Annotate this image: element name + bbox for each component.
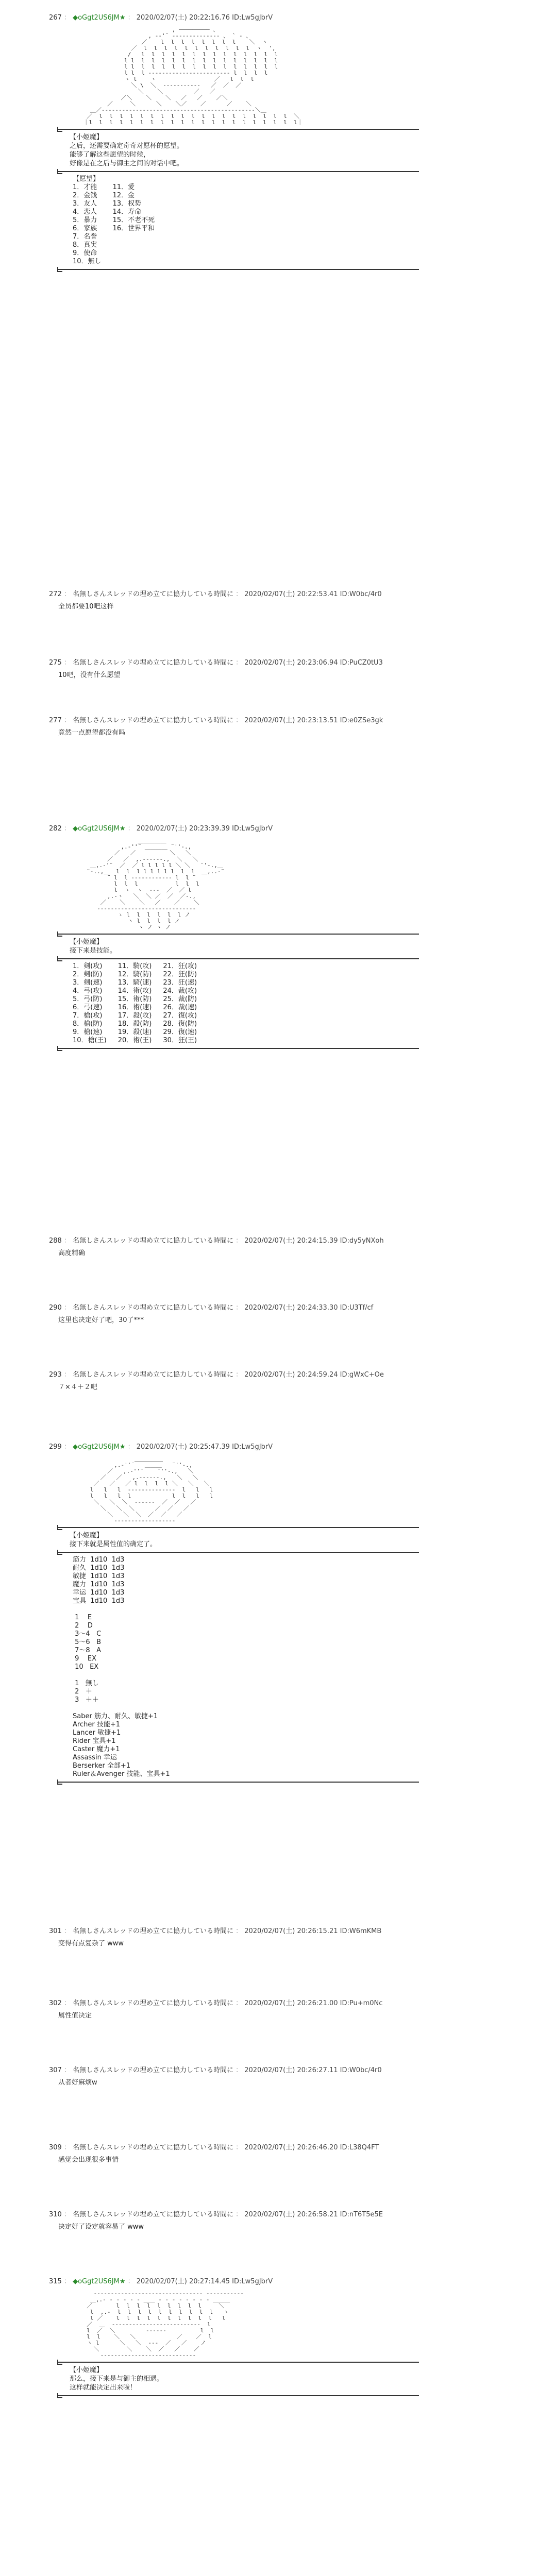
post-meta: 2020/02/07(土) 20:22:53.41 ID:W0bc/4r0 bbox=[244, 590, 382, 598]
poster-name: 名無しさんスレッドの埋め立てに協力している時間に bbox=[73, 2144, 233, 2151]
ascii-art: ‐‐‐‐‐‐‐‐‐‐‐‐‐‐‐‐‐‐‐‐‐‐‐‐‐‐‐‐‐‐‐‐ ‐‐‐‐‐‐‐‐‐‐‐ ＿,.‐ ‐ ‐ ‐ ‐ ‐ ＿＿ ‐ ‐ ‐ ‐ ‐ ‐ ‐ ‐ ＿＿＿ ／ l l l l l l l l l ＼ l ,.‐ l l l l l l l l l l ヽ l ／ l l l l l l l l l l l ／ ＿ ‐‐‐‐‐‐‐‐‐‐‐‐‐‐‐‐‐‐‐‐‐‐‐‐‐‐ l l ／ ＼ ‐‐‐‐‐‐ l l l l ＼ ＼ ／ ／ l ヽ l ＼ ＼ ‐‐‐ ／ ／ ノ ＼ ＼ ＼ ／ ／ ／ ‐‐‐‐‐‐‐‐‐‐‐‐‐‐‐‐‐‐‐‐‐‐‐‐‐‐‐‐ bbox=[87, 2290, 244, 2359]
post-309 bbox=[49, 2143, 502, 2164]
post-meta: 2020/02/07(土) 20:25:47.39 ID:Lw5gJbrV bbox=[136, 1443, 273, 1451]
post-275 bbox=[49, 658, 502, 680]
list-title: 【愿望】 bbox=[73, 175, 100, 183]
ascii-art: , ───────── 、 , -‐'¨ ‐‐‐‐‐‐‐‐‐‐‐‐‐‐ 、 ` ‐ 、 ／ l l l l l l l l ＼ ヽ ／ l l l l l l l l l l l ヽ ', / l l l l l l l l l l l l l l l l l l l l l l l l l l l l l l l l l l l l l l l l l l l l l l l l l ‐‐‐‐‐‐‐‐‐‐‐‐‐‐‐‐‐‐‐‐‐‐‐‐ l l l l ヽ l ヽ ／ l l l ＼ \ ＼ ‐‐‐‐‐‐‐‐‐‐‐ ／ ／ ／ ＼ ＼ ／ ／ ／＼ ＼ ＼ ／ ／ ／＼ ／ ＼ ＼ ＼／ ／ ／ ＼ ＿／‐‐‐‐‐‐‐‐‐‐‐‐‐‐‐‐‐‐‐‐‐‐‐‐‐‐‐‐‐‐‐‐‐‐‐‐‐‐‐‐‐‐‐‐‐＼＿ ／ l l l l l l l l l l l l l l l l l l l ＼ ｜l l l l l l l l l l l l l l l l l l l l l｜ bbox=[83, 26, 303, 126]
post-meta: 2020/02/07(土) 20:27:14.45 ID:Lw5gJbrV bbox=[136, 2278, 273, 2285]
stat-list: 筋力 1d10 1d3 耐久 1d10 1d3 敏捷 1d10 1d3 魔力 1d10 1d3 幸运 1d10 1d3 宝具 1d10 1d3 1 E 2 D 3〜4 C 5〜6 B 7〜8 A 9 EX 10 EX 1 無し 2 ＋ 3 ＋＋ Saber 筋力、耐久、敏捷+1 Archer 技能+1 Lancer 敏捷+1 Rider 宝具+1 Caster 魔力+1 Assassin 幸运 Berserker 全部+1 Ruler＆Avenger 技能、宝具+1 bbox=[73, 1556, 170, 1778]
poster-name: 名無しさんスレッドの埋め立てに協力している時間に bbox=[73, 1999, 233, 2007]
divider bbox=[58, 1782, 419, 1783]
post-header: 302 ： 名無しさんスレッドの埋め立てに協力している時間に ： 2020/02/07(土) 20:26:21.00 ID:Pu+m0Nc bbox=[49, 1999, 383, 2007]
post-header: 293 ： 名無しさんスレッドの埋め立てに協力している時間に ： 2020/02/07(土) 20:24:59.24 ID:gWxC+Oe bbox=[49, 1371, 384, 1379]
post-meta: 2020/02/07(土) 20:22:16.76 ID:Lw5gJbrV bbox=[136, 14, 273, 22]
post-body: 属性值决定 bbox=[58, 2012, 92, 2020]
narration: 【小姬魔】 接下来就是属性值的确定了。 bbox=[70, 1532, 157, 1548]
star-icon: ★ bbox=[119, 14, 126, 22]
tripcode: ◆oGgt2US6JM bbox=[73, 1443, 120, 1451]
post-288 bbox=[49, 1236, 502, 1258]
post-header: 272 ： 名無しさんスレッドの埋め立てに協力している時間に ： 2020/02/07(土) 20:22:53.41 ID:W0bc/4r0 bbox=[49, 590, 382, 598]
post-290 bbox=[49, 1303, 502, 1325]
poster-name: 名無しさんスレッドの埋め立てに協力している時間に bbox=[73, 1237, 233, 1245]
post-meta: 2020/02/07(土) 20:26:46.20 ID:L38Q4FT bbox=[244, 2144, 379, 2151]
post-header: 290 ： 名無しさんスレッドの埋め立てに協力している時間に ： 2020/02/07(土) 20:24:33.30 ID:U3Tf/cf bbox=[49, 1304, 374, 1312]
list-column: 21．狂(攻) 22．狂(防) 23．狂(速) 24．裁(攻) 25．裁(防) 26．裁(速) 27．復(攻) 28．復(防) 29．復(速) 30．狂(王) bbox=[163, 962, 197, 1044]
divider bbox=[58, 1527, 419, 1528]
post-meta: 2020/02/07(土) 20:24:33.30 ID:U3Tf/cf bbox=[244, 1304, 374, 1312]
post-body: 10吧，没有什么愿望 bbox=[58, 671, 121, 679]
divider bbox=[58, 129, 419, 130]
list-column: 1．剣(攻) 2．剣(防) 3．剣(速) 4．弓(攻) 5．弓(防) 6．弓(速) 7．槍(攻) 8．槍(防) 9．槍(速) 10．槍(王) bbox=[73, 962, 107, 1044]
tripcode: ◆oGgt2US6JM bbox=[73, 825, 120, 833]
poster-name: 名無しさんスレッドの埋め立てに協力している時間に bbox=[73, 2066, 233, 2074]
divider bbox=[58, 269, 419, 270]
post-body: 变得有点复杂了 www bbox=[58, 1940, 124, 1947]
post-293 bbox=[49, 1370, 502, 1392]
post-header: 315 ： ◆oGgt2US6JM★ ： 2020/02/07(土) 20:27:14.45 ID:Lw5gJbrV bbox=[49, 2278, 273, 2285]
post-header: 309 ： 名無しさんスレッドの埋め立てに協力している時間に ： 2020/02/07(土) 20:26:46.20 ID:L38Q4FT bbox=[49, 2144, 379, 2151]
post-282 bbox=[49, 824, 502, 1052]
divider bbox=[58, 958, 419, 959]
post-body: 全员都要10吧这样 bbox=[58, 603, 114, 611]
post-307 bbox=[49, 2066, 502, 2087]
ascii-art: ＿＿＿＿＿ ,.‐''¨ ＿＿＿＿ ¨''‐., ／ ／ ＼ ＼ ／ ／ ,.‐‐‐‐‐‐., ＼ ＼ ＿,.‐'¨ ／ ／ l l l l l ＼ ＼ ¨'‐.,＿ ¨‐..,＿ l l l l l l l l l l ＿,..‐¨ ¨ l l ‐‐‐‐‐‐‐‐‐‐‐‐ l l ¨ l l l l l l l ヽ ヽ ‐‐‐ ／ ／ l ,.‐ヽ ＼ ＼ ／ ／ ／‐., ／ ＼ ＼ ／ ／ ＼ ‐‐‐‐‐‐‐‐‐‐‐‐‐‐‐‐‐‐‐‐‐‐‐‐‐‐‐‐‐ ゝ l l l l l l ノ ヽ l l l l ノ ヽ ノ ヽ ノ bbox=[87, 837, 225, 930]
post-272 bbox=[49, 590, 502, 611]
post-header: 301 ： 名無しさんスレッドの埋め立てに協力している時間に ： 2020/02/07(土) 20:26:15.21 ID:W6mKMB bbox=[49, 1927, 382, 1935]
post-header: 275 ： 名無しさんスレッドの埋め立てに協力している時間に ： 2020/02/07(土) 20:23:06.94 ID:PuCZ0tU3 bbox=[49, 659, 383, 667]
divider bbox=[58, 2395, 419, 2396]
post-body: 这里也决定好了吧，30了*** bbox=[58, 1316, 144, 1324]
star-icon: ★ bbox=[119, 2278, 126, 2285]
post-header: 288 ： 名無しさんスレッドの埋め立てに協力している時間に ： 2020/02/07(土) 20:24:15.39 ID:dy5yNXoh bbox=[49, 1237, 384, 1245]
post-310 bbox=[49, 2210, 502, 2231]
divider bbox=[58, 1552, 419, 1553]
post-299 bbox=[49, 1443, 502, 1786]
page bbox=[49, 0, 502, 2576]
post-meta: 2020/02/07(土) 20:26:21.00 ID:Pu+m0Nc bbox=[244, 1999, 383, 2007]
post-meta: 2020/02/07(土) 20:24:15.39 ID:dy5yNXoh bbox=[244, 1237, 384, 1245]
post-301 bbox=[49, 1927, 502, 1948]
divider bbox=[58, 171, 419, 172]
post-header: 277 ： 名無しさんスレッドの埋め立てに協力している時間に ： 2020/02/07(土) 20:23:13.51 ID:e0ZSe3gk bbox=[49, 717, 383, 724]
post-body: 高度精确 bbox=[58, 1249, 86, 1257]
post-315 bbox=[49, 2277, 502, 2399]
post-meta: 2020/02/07(土) 20:26:15.21 ID:W6mKMB bbox=[244, 1927, 382, 1935]
divider bbox=[58, 934, 419, 935]
post-body: 从者好麻烦w bbox=[58, 2079, 97, 2087]
post-header: 267 ： ◆oGgt2US6JM★ ： 2020/02/07(土) 20:22:16.76 ID:Lw5gJbrV bbox=[49, 14, 273, 22]
poster-name: 名無しさんスレッドの埋め立てに協力している時間に bbox=[73, 2211, 233, 2218]
wish-list bbox=[73, 175, 502, 266]
post-header: 282 ： ◆oGgt2US6JM★ ： 2020/02/07(土) 20:23:39.39 ID:Lw5gJbrV bbox=[49, 825, 273, 833]
post-meta: 2020/02/07(土) 20:26:27.11 ID:W0bc/4r0 bbox=[244, 2066, 382, 2074]
divider bbox=[58, 1048, 419, 1049]
post-body: 感觉会出现很多事情 bbox=[58, 2156, 119, 2164]
star-icon: ★ bbox=[119, 1443, 126, 1451]
narration: 【小姬魔】 之后，还需要确定奇奇对愿杯的愿望。 能够了解这些愿望的时候， 好像是在之后与御主之间的对话中吧。 bbox=[70, 133, 184, 167]
poster-name: 名無しさんスレッドの埋め立てに協力している時間に bbox=[73, 1304, 233, 1312]
divider bbox=[58, 2362, 419, 2363]
post-meta: 2020/02/07(土) 20:26:58.21 ID:nT6T5e5E bbox=[244, 2211, 383, 2218]
narration: 【小姬魔】 那么，接下来是与御主的相遇。 这样就能决定出来啦！ bbox=[70, 2366, 164, 2392]
tripcode: ◆oGgt2US6JM bbox=[73, 14, 120, 22]
post-meta: 2020/02/07(土) 20:23:39.39 ID:Lw5gJbrV bbox=[136, 825, 273, 833]
post-body: 竟然一点愿望都没有吗 bbox=[58, 729, 126, 737]
post-267 bbox=[49, 13, 502, 273]
ascii-art: ＿＿＿＿＿ ,.‐''¨ ＿＿＿ ¨''‐., ／ ,.‐''¨ ¨''‐., ＼ ／ ／ ,.‐‐‐‐‐‐., ＼ ＼ ／ ／ ／ l l l l ＼ ＼ ＼ l l l ‐‐‐‐‐‐‐‐‐‐‐‐‐‐ l l l l l l l l l l l ＼ ＼ ＼ ‐‐‐‐‐‐ ／ ／ ／ ＼ ＼ ＼ ／ ／ ／ ＼ ＼ ＼ ／ ／ ／ ‐‐‐‐‐‐‐‐‐‐‐‐‐‐‐‐‐‐ bbox=[90, 1455, 213, 1524]
post-meta: 2020/02/07(土) 20:23:06.94 ID:PuCZ0tU3 bbox=[244, 659, 383, 667]
list-column: 11．愛 12．金 13．权势 14．寿命 15．不老不死 16．世界平和 bbox=[112, 183, 155, 232]
post-meta: 2020/02/07(土) 20:23:13.51 ID:e0ZSe3gk bbox=[244, 717, 383, 724]
post-302 bbox=[49, 1999, 502, 2020]
list-column: 11．騎(攻) 12．騎(防) 13．騎(速) 14．術(攻) 15．術(防) 16．術(速) 17．殺(攻) 18．殺(防) 19．殺(速) 20．術(王) bbox=[117, 962, 152, 1044]
poster-name: 名無しさんスレッドの埋め立てに協力している時間に bbox=[73, 659, 233, 667]
poster-name: 名無しさんスレッドの埋め立てに協力している時間に bbox=[73, 1371, 233, 1379]
poster-name: 名無しさんスレッドの埋め立てに協力している時間に bbox=[73, 590, 233, 598]
tripcode: ◆oGgt2US6JM bbox=[73, 2278, 120, 2285]
post-body: ７×４＋２吧 bbox=[58, 1383, 97, 1391]
post-header: 310 ： 名無しさんスレッドの埋め立てに協力している時間に ： 2020/02/07(土) 20:26:58.21 ID:nT6T5e5E bbox=[49, 2211, 383, 2218]
star-icon: ★ bbox=[119, 825, 126, 833]
narration: 【小姬魔】 接下来是技能。 bbox=[70, 938, 117, 955]
post-header: 299 ： ◆oGgt2US6JM★ ： 2020/02/07(土) 20:25:47.39 ID:Lw5gJbrV bbox=[49, 1443, 273, 1451]
skill-list bbox=[73, 962, 502, 1045]
post-body: 决定好了设定就容易了 www bbox=[58, 2223, 144, 2231]
list-column: 1．才能 2．金钱 3．友人 4．恋人 5．暴力 6．家族 7．名誉 8．真実 9．使命 10．無し bbox=[73, 183, 102, 265]
poster-name: 名無しさんスレッドの埋め立てに協力している時間に bbox=[73, 717, 233, 724]
post-header: 307 ： 名無しさんスレッドの埋め立てに協力している時間に ： 2020/02/07(土) 20:26:27.11 ID:W0bc/4r0 bbox=[49, 2066, 382, 2074]
post-277 bbox=[49, 716, 502, 737]
post-meta: 2020/02/07(土) 20:24:59.24 ID:gWxC+Oe bbox=[244, 1371, 384, 1379]
poster-name: 名無しさんスレッドの埋め立てに協力している時間に bbox=[73, 1927, 233, 1935]
